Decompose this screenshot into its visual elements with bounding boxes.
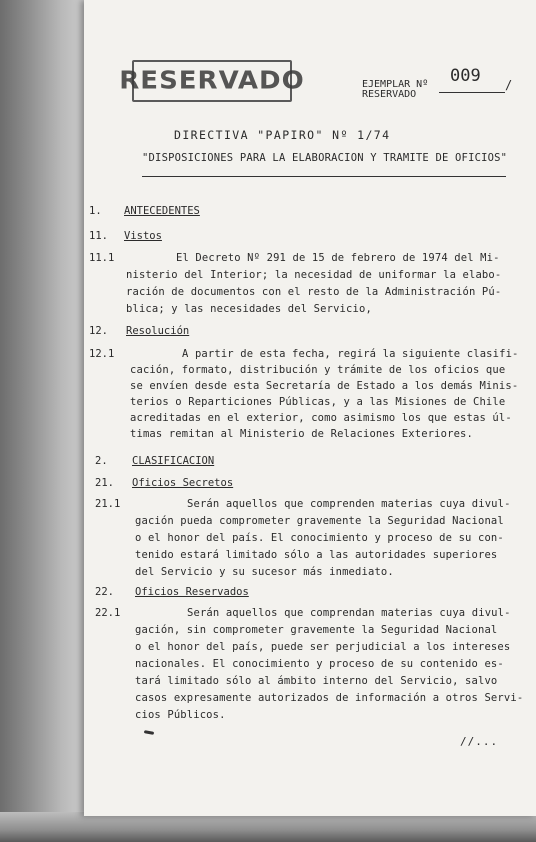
section-heading: Resolución xyxy=(126,325,190,337)
paragraph-number: 22.1 xyxy=(95,607,121,619)
paragraph-line: tará limitado sólo al ámbito interno del Servicio, salvo xyxy=(135,675,498,687)
continuation-mark: //... xyxy=(460,735,499,748)
section-heading: ANTECEDENTES xyxy=(124,205,200,217)
reservado-stamp xyxy=(119,60,305,102)
section-number: 12. xyxy=(89,325,108,337)
copy-number-underline xyxy=(439,92,505,93)
paragraph-line: A partir de esta fecha, regirá la siguiente clasifi- xyxy=(182,348,519,360)
paragraph-line: ración de documentos con el resto de la Administración Pú- xyxy=(126,286,502,298)
section-heading: CLASIFICACION xyxy=(132,455,215,467)
paragraph-line: El Decreto Nº 291 de 15 de febrero de 1974 del Mi- xyxy=(176,252,500,264)
section-heading: Vistos xyxy=(124,230,162,242)
paragraph-line: acreditadas en el exterior, como asimismo los que estas úl- xyxy=(130,412,512,424)
paragraph-line: Serán aquellos que comprenden materias cuya divul- xyxy=(187,498,511,510)
paragraph-line: gación pueda comprometer gravemente la Seguridad Nacional xyxy=(135,515,504,527)
paragraph-line: cios Públicos. xyxy=(135,709,226,721)
paragraph-line: o el honor del país. El conocimiento y proceso de su con- xyxy=(135,532,504,544)
ink-mark xyxy=(144,730,154,735)
paragraph-line: se envíen desde esta Secretaría de Estado a los demás Minis- xyxy=(130,380,519,392)
document-title: DIRECTIVA "PAPIRO" Nº 1/74 xyxy=(174,128,391,142)
paragraph-number: 12.1 xyxy=(89,348,115,360)
paragraph-number: 21.1 xyxy=(95,498,121,510)
section-number: 22. xyxy=(95,586,114,598)
paragraph-line: Serán aquellos que comprendan materias cuya divul- xyxy=(187,607,511,619)
copy-classification: RESERVADO xyxy=(362,89,417,100)
section-heading: Oficios Reservados xyxy=(135,586,249,598)
document-subtitle: "DISPOSICIONES PARA LA ELABORACION Y TRAMITE DE OFICIOS" xyxy=(142,152,508,164)
paragraph-line: timas remitan al Ministerio de Relaciones Exteriores. xyxy=(130,428,473,440)
section-number: 11. xyxy=(89,230,108,242)
paragraph-line: blica; y las necesidades del Servicio, xyxy=(126,303,372,315)
copy-number-slash: / xyxy=(505,78,513,92)
paragraph-line: casos expresamente autorizados de información a otros Servi- xyxy=(135,692,524,704)
paragraph-line: terios o Reparticiones Públicas, y a las Misiones de Chile xyxy=(130,396,506,408)
copy-number-label: EJEMPLAR Nº xyxy=(362,79,429,90)
paragraph-line: cación, formato, distribución y trámite de los oficios que xyxy=(130,364,506,376)
section-number: 1. xyxy=(89,205,102,217)
scan-margin-bottom xyxy=(0,812,536,842)
paragraph-line: gación, sin comprometer gravemente la Seguridad Nacional xyxy=(135,624,498,636)
section-heading: Oficios Secretos xyxy=(132,477,234,489)
section-number: 21. xyxy=(95,477,114,489)
paragraph-line: nisterio del Interior; la necesidad de uniformar la elabo- xyxy=(126,269,502,281)
paragraph-line: nacionales. El conocimiento y proceso de su contenido es- xyxy=(135,658,504,670)
paragraph-line: tenido estará limitado sólo a las autoridades superiores xyxy=(135,549,498,561)
header-rule xyxy=(142,176,506,177)
document-page xyxy=(84,0,536,816)
copy-number: 009 xyxy=(450,66,481,86)
paragraph-line: o el honor del país, puede ser perjudicial a los intereses xyxy=(135,641,511,653)
scan-margin-left xyxy=(0,0,88,842)
paragraph-line: del Servicio y su sucesor más inmediato. xyxy=(135,566,394,578)
section-number: 2. xyxy=(95,455,108,467)
paragraph-number: 11.1 xyxy=(89,252,115,264)
stamp-text: RESERVADO xyxy=(119,66,305,96)
